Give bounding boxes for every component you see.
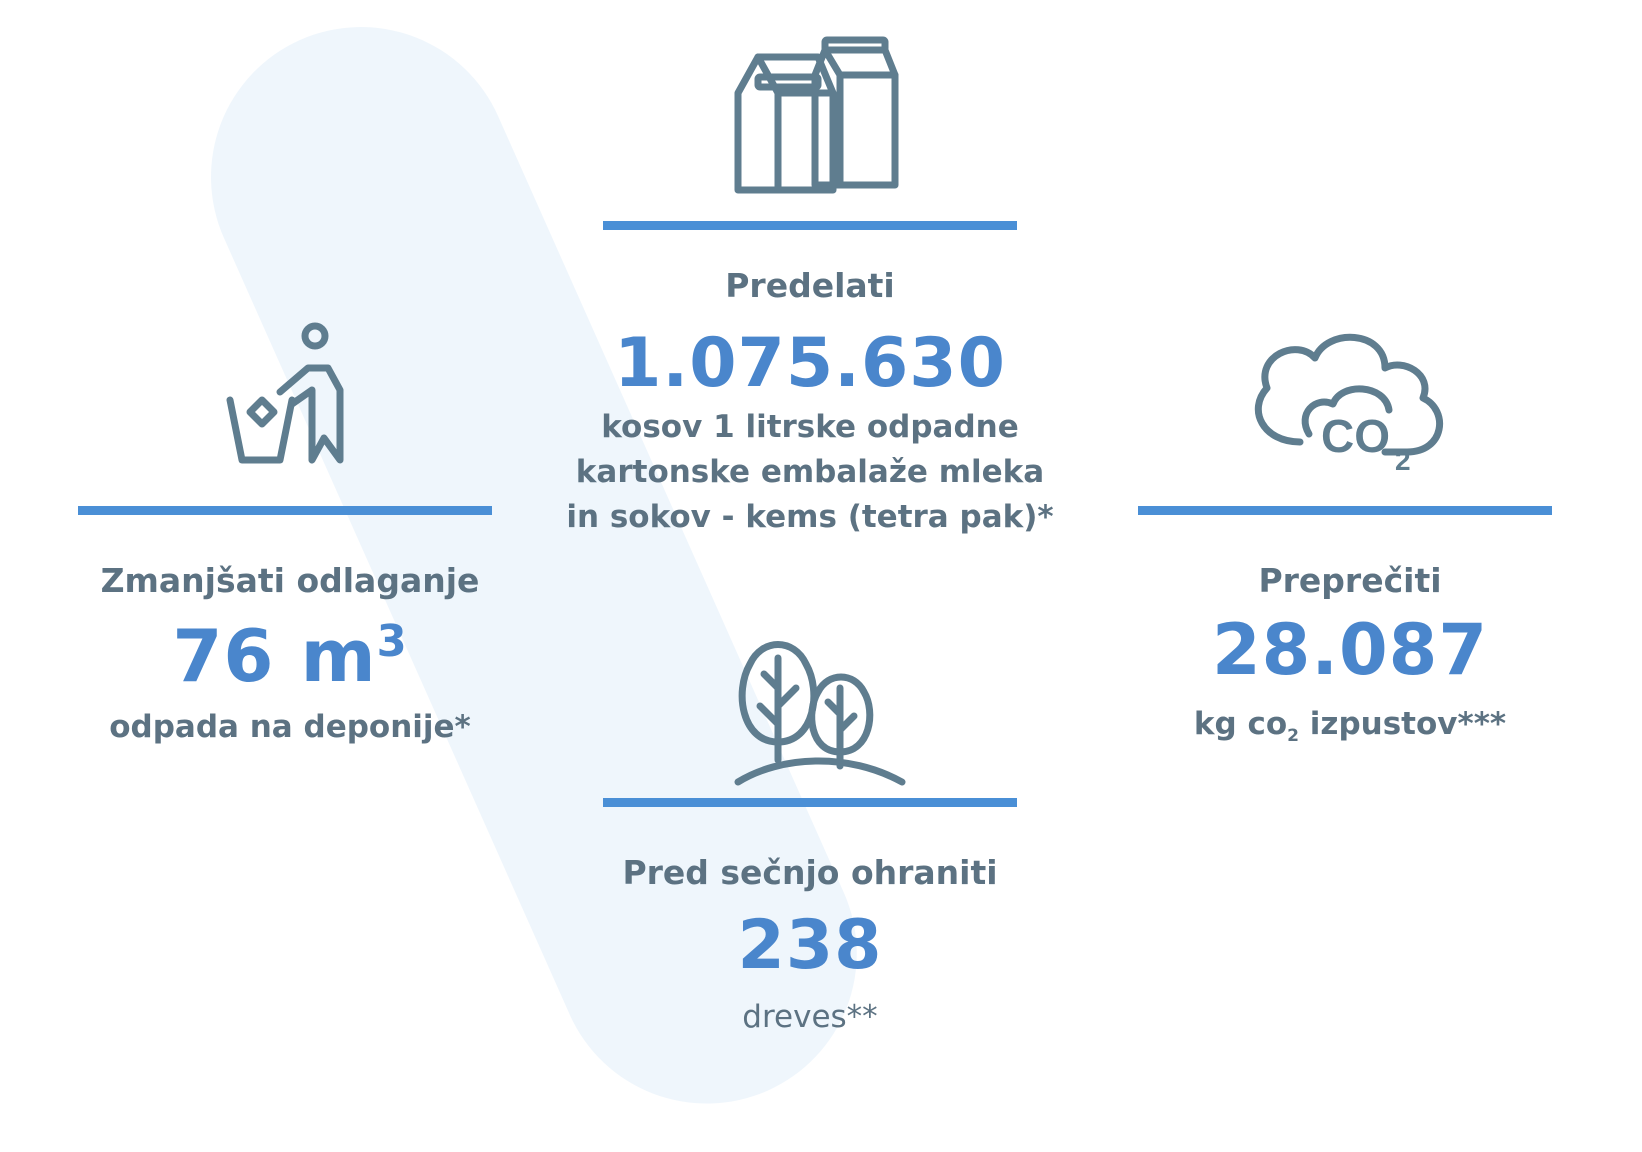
stat-description (1130, 702, 1570, 749)
divider-line (603, 221, 1017, 230)
description-line: kartonske embalaže mleka (575, 453, 1045, 490)
divider-line (78, 506, 492, 515)
stat-co2 (1130, 320, 1570, 780)
description-line: kosov 1 litrske odpadne (601, 409, 1019, 445)
stat-landfill (70, 290, 510, 770)
stat-heading: Preprečiti (1258, 561, 1442, 600)
desc-text: kg co (1193, 706, 1288, 742)
stat-description: dreves** (742, 999, 878, 1035)
stat-value: 1.075.630 (614, 324, 1006, 403)
value-text: 76 m (172, 614, 377, 698)
stat-heading: Zmanjšati odlaganje (100, 561, 480, 600)
stat-heading: Pred sečnjo ohraniti (622, 853, 998, 892)
stat-heading: Predelati (725, 266, 895, 305)
trash-bin-person-icon (220, 320, 360, 470)
stat-description (560, 405, 1060, 540)
co2-icon-subscript: 2 (1395, 445, 1411, 476)
desc-subscript: 2 (1287, 726, 1299, 747)
description-line: in sokov - kems (tetra pak)* (566, 498, 1054, 535)
divider-line (1138, 506, 1552, 515)
value-superscript: 3 (376, 617, 408, 667)
stat-description: odpada na deponije* (109, 709, 471, 745)
stat-value: 28.087 (1211, 609, 1489, 691)
desc-text: izpustov*** (1299, 706, 1507, 742)
milk-cartons-icon (730, 35, 910, 195)
stat-value (70, 614, 510, 698)
trees-icon (730, 630, 910, 790)
divider-line (603, 798, 1017, 807)
stat-recycle (560, 0, 1060, 560)
co2-cloud-icon (1245, 330, 1455, 490)
stat-value: 238 (737, 906, 883, 985)
stat-trees (560, 610, 1060, 1090)
co2-icon-text: CO (1321, 410, 1390, 462)
